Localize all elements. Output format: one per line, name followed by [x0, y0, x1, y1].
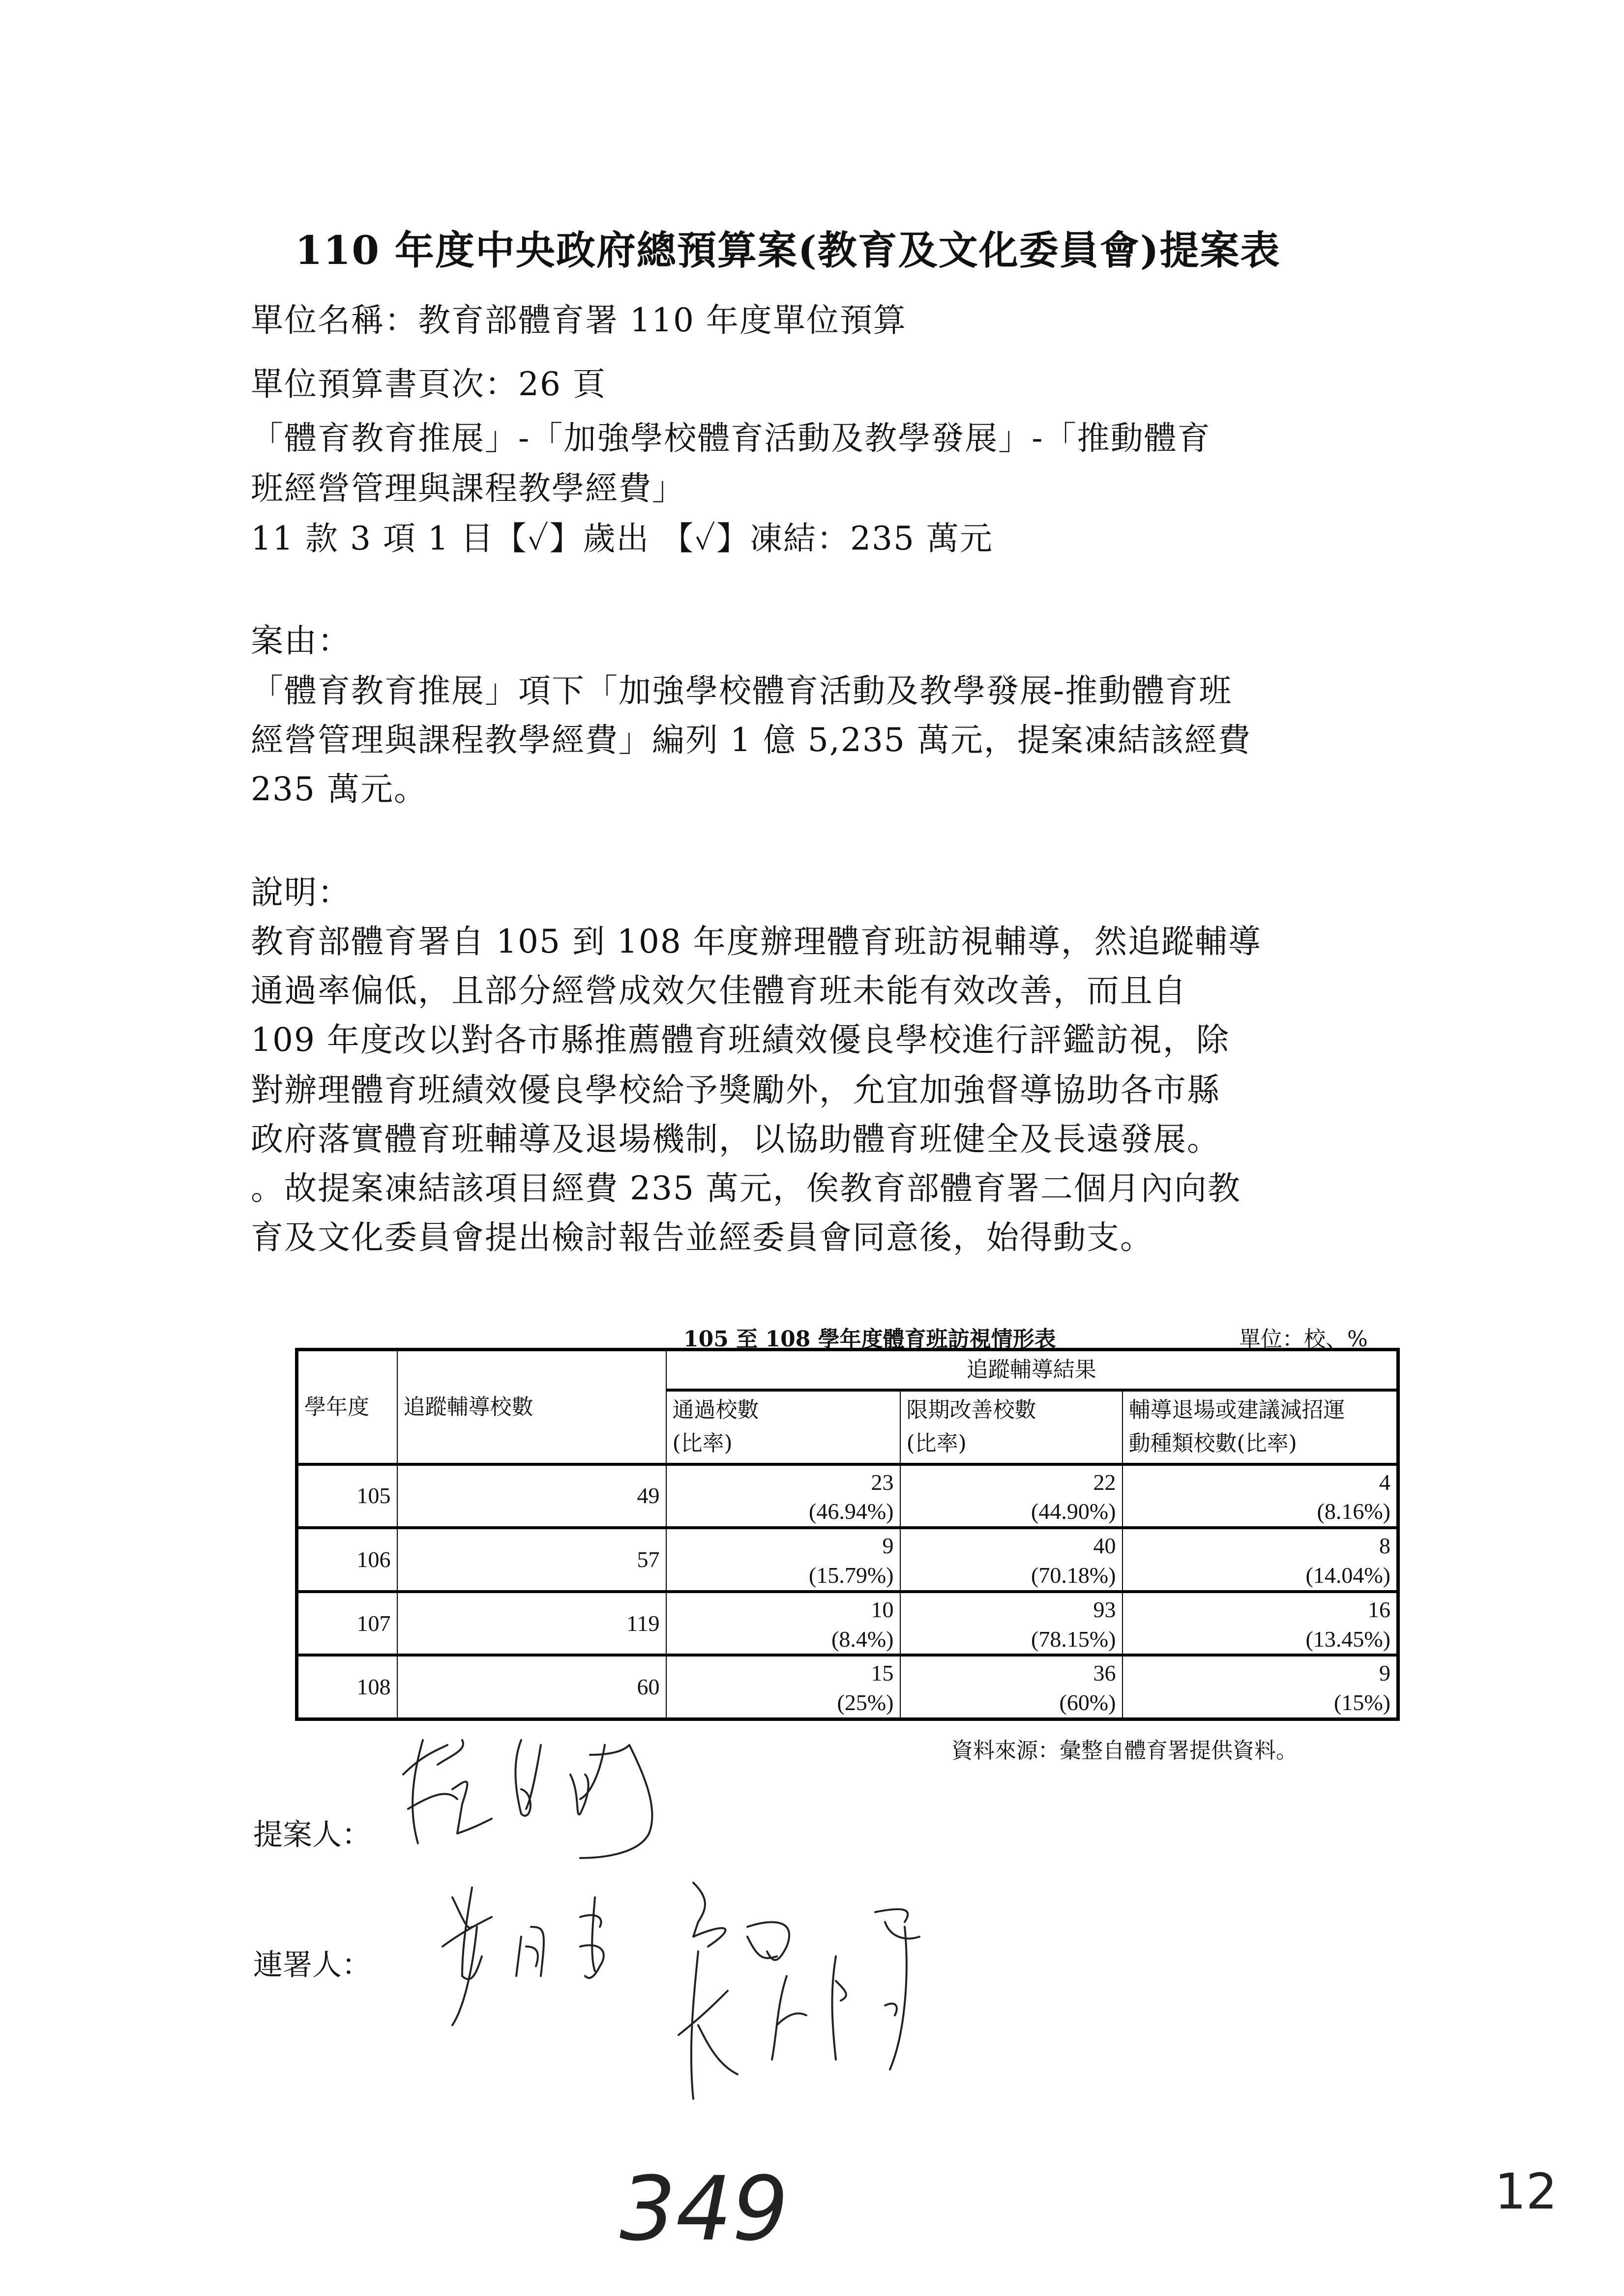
explanation-line: 。故提案凍結該項目經費 235 萬元，俟教育部體育署二個月內向教 — [251, 1169, 1241, 1207]
explanation-line: 通過率偏低，且部分經營成效欠佳體育班未能有效改善，而且自 — [251, 972, 1187, 1010]
reason-line: 經營管理與課程教學經費」編列 1 億 5,235 萬元，提案凍結該經費 — [251, 721, 1251, 759]
cell-improve — [900, 1592, 1122, 1656]
passed-count: 15 — [871, 1660, 894, 1686]
improve-count: 40 — [1093, 1533, 1116, 1559]
reason-line: 「體育教育推展」項下「加強學校體育活動及教學發展-推動體育班 — [251, 672, 1233, 710]
cell-year: 108 — [297, 1655, 397, 1719]
explanation-line: 教育部體育署自 105 到 108 年度辦理體育班訪視輔導，然追蹤輔導 — [251, 923, 1262, 960]
passed-count: 9 — [882, 1533, 894, 1559]
cell-passed — [666, 1528, 900, 1592]
exit-count: 8 — [1379, 1533, 1390, 1559]
cell-year: 105 — [297, 1464, 397, 1528]
exit-pct: (15%) — [1334, 1690, 1390, 1715]
item-path-line-1: 「體育教育推展」-「加強學校體育活動及教學發展」-「推動體育 — [251, 419, 1211, 457]
cell-passed — [666, 1655, 900, 1719]
passed-pct: (15.79%) — [809, 1562, 894, 1588]
cosigner-signatures — [433, 1878, 1072, 2114]
improve-count: 93 — [1093, 1597, 1116, 1622]
improve-count: 36 — [1093, 1660, 1116, 1686]
table-row — [297, 1464, 1398, 1528]
cell-passed — [666, 1592, 900, 1656]
improve-pct: (44.90%) — [1031, 1499, 1116, 1524]
cell-tracked: 119 — [397, 1592, 666, 1656]
handwritten-document-number: 349 — [620, 2158, 789, 2261]
exit-count: 16 — [1368, 1597, 1390, 1622]
cell-exit — [1122, 1464, 1398, 1528]
budget-line: 11 款 3 項 1 目【✓】歲出 【✓】凍結：235 萬元 — [251, 520, 993, 557]
passed-pct: (8.4%) — [831, 1626, 894, 1652]
header-exit-label: 輔導退場或建議減招運 — [1128, 1397, 1345, 1423]
cell-year: 107 — [297, 1592, 397, 1656]
explanation-line: 對辦理體育班績效優良學校給予獎勵外，允宜加強督導協助各市縣 — [251, 1071, 1220, 1109]
explanation-line: 育及文化委員會提出檢討報告並經委員會同意後，始得動支。 — [251, 1219, 1153, 1256]
exit-pct: (8.16%) — [1317, 1499, 1390, 1524]
header-tracked: 追蹤輔導校數 — [397, 1350, 666, 1464]
passed-pct: (25%) — [837, 1690, 894, 1715]
table-unit: 單位：校、% — [1239, 1327, 1368, 1352]
cell-tracked: 49 — [397, 1464, 666, 1528]
proposer-signature — [393, 1735, 738, 1863]
cell-improve — [900, 1655, 1122, 1719]
cell-exit — [1122, 1528, 1398, 1592]
header-improve-ratio: (比率) — [906, 1431, 967, 1456]
improve-pct: (70.18%) — [1031, 1562, 1116, 1588]
header-passed-ratio: (比率) — [672, 1431, 733, 1456]
explanation-line: 109 年度改以對各市縣推薦體育班績效優良學校進行評鑑訪視，除 — [251, 1021, 1230, 1059]
proposer-label: 提案人： — [253, 1818, 371, 1852]
header-improve-label: 限期改善校數 — [906, 1397, 1036, 1423]
exit-pct: (13.45%) — [1305, 1626, 1390, 1652]
page-mark: 12 — [1495, 2163, 1558, 2220]
reason-line: 235 萬元。 — [251, 770, 427, 808]
explanation-line: 政府落實體育班輔導及退場機制，以協助體育班健全及長遠發展。 — [251, 1120, 1220, 1158]
budget-page-ref: 單位預算書頁次：26 頁 — [251, 365, 606, 403]
header-exit — [1122, 1390, 1398, 1464]
inspection-table — [295, 1348, 1400, 1721]
cell-passed — [666, 1464, 900, 1528]
cell-tracked: 57 — [397, 1528, 666, 1592]
table-row — [297, 1592, 1398, 1656]
table-row — [297, 1528, 1398, 1592]
passed-count: 10 — [871, 1597, 894, 1622]
item-path-line-2: 班經營管理與課程教學經費」 — [251, 469, 685, 507]
cell-tracked: 60 — [397, 1655, 666, 1719]
cell-improve — [900, 1528, 1122, 1592]
unit-name: 單位名稱：教育部體育署 110 年度單位預算 — [251, 301, 907, 339]
header-exit-ratio: 動種類校數(比率) — [1128, 1431, 1297, 1456]
table-source-note: 資料來源：彙整自體育署提供資料。 — [951, 1738, 1298, 1763]
header-improve — [900, 1390, 1122, 1464]
page-title: 110 年度中央政府總預算案(教育及文化委員會)提案表 — [295, 227, 1281, 273]
cell-exit — [1122, 1655, 1398, 1719]
header-passed — [666, 1390, 900, 1464]
header-passed-label: 通過校數 — [672, 1397, 759, 1423]
passed-count: 23 — [871, 1469, 894, 1495]
cell-exit — [1122, 1592, 1398, 1656]
cell-improve — [900, 1464, 1122, 1528]
exit-pct: (14.04%) — [1305, 1562, 1390, 1588]
cosigner-label: 連署人： — [253, 1948, 371, 1982]
improve-count: 22 — [1093, 1469, 1116, 1495]
improve-pct: (60%) — [1059, 1690, 1116, 1715]
improve-pct: (78.15%) — [1031, 1626, 1116, 1652]
exit-count: 4 — [1379, 1469, 1390, 1495]
header-year: 學年度 — [297, 1350, 397, 1464]
passed-pct: (46.94%) — [809, 1499, 894, 1524]
table-caption: 105 至 108 學年度體育班訪視情形表 — [683, 1327, 1056, 1352]
explanation-heading: 說明： — [251, 873, 351, 911]
header-result-group: 追蹤輔導結果 — [666, 1350, 1398, 1391]
reason-heading: 案由： — [251, 622, 351, 660]
exit-count: 9 — [1379, 1660, 1390, 1686]
cell-year: 106 — [297, 1528, 397, 1592]
table-row — [297, 1655, 1398, 1719]
